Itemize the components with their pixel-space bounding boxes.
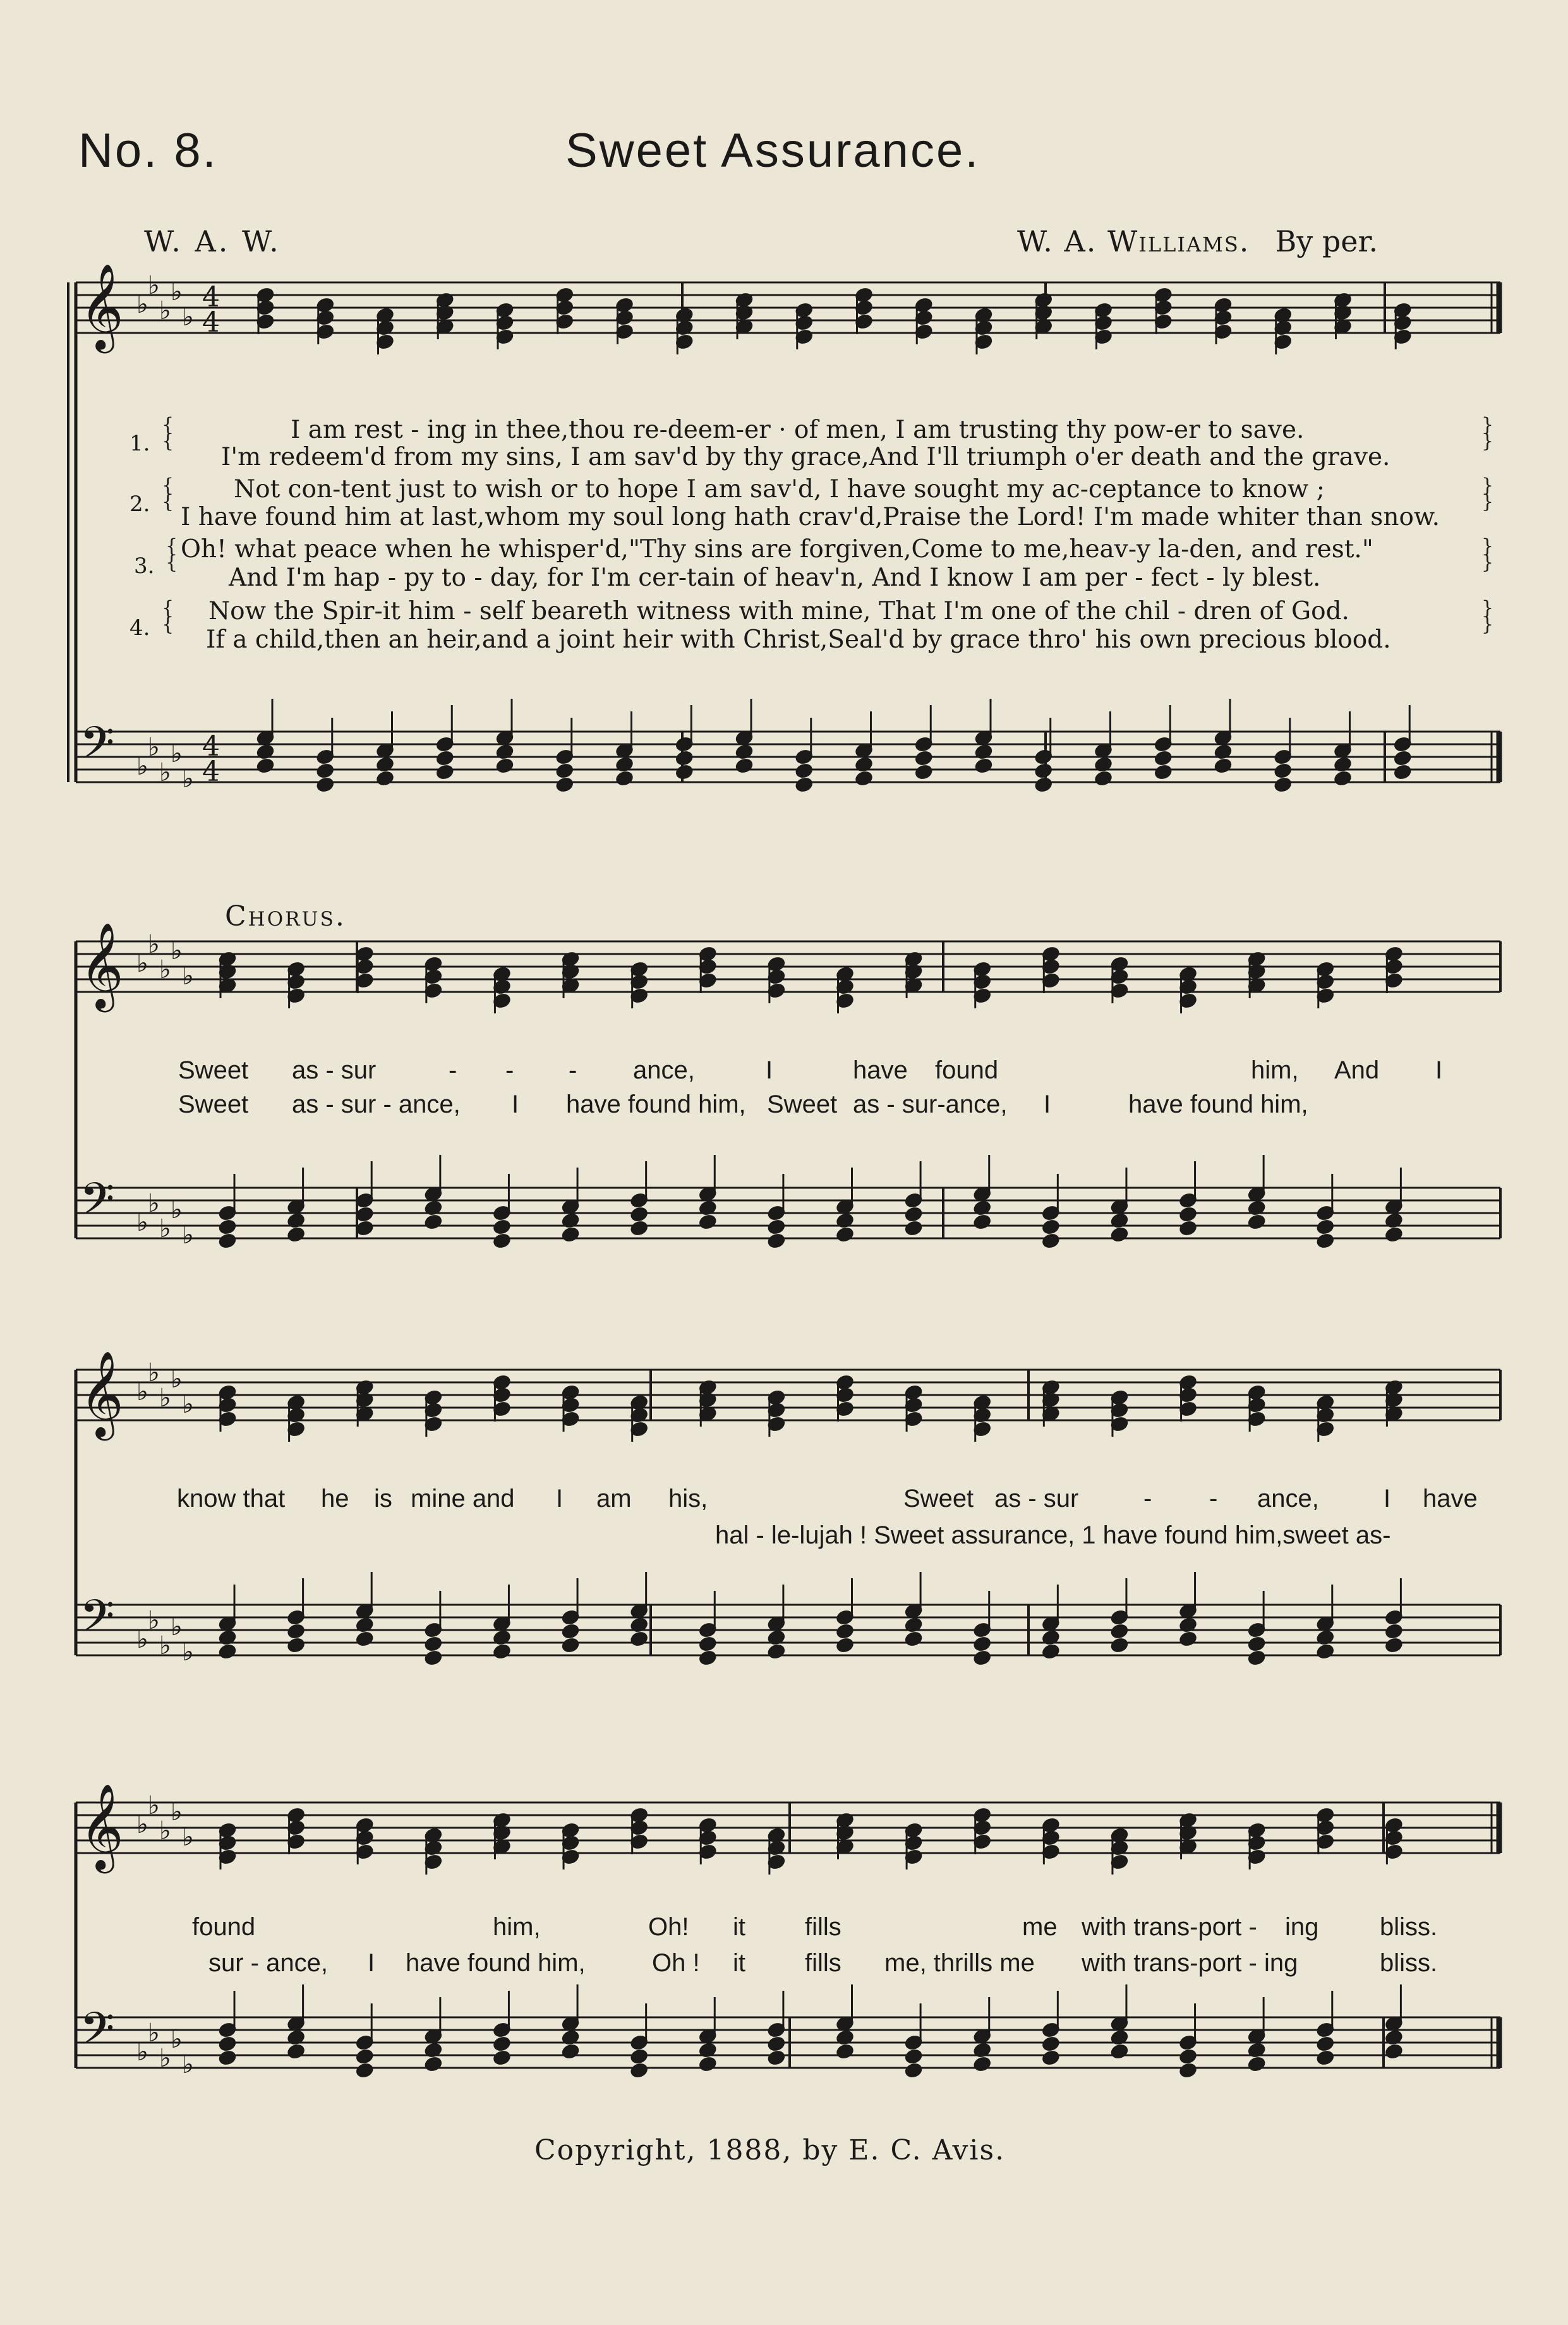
lyric-syllable: I — [556, 1485, 564, 1513]
chorus-label: Chorus. — [225, 900, 346, 933]
lyric-line: hal - le-lujah ! Sweet assurance, 1 have found him,sweet as- — [715, 1521, 1391, 1549]
lyric-syllable: me, thrills me — [884, 1949, 1035, 1977]
flat-icon: ♭ — [159, 758, 171, 787]
note-head — [768, 1643, 786, 1659]
verse-3-line-1: Oh! what peace when he whisper'd,"Thy sins are forgiven,Come to me,heav-y la-den, and rest." — [181, 535, 1373, 564]
note-head — [1316, 2050, 1334, 2065]
bass-clef-icon: 𝄢 — [80, 1173, 115, 1236]
flat-icon: ♭ — [182, 962, 194, 991]
flat-icon: ♭ — [136, 1208, 148, 1237]
lyric-syllable: fills — [805, 1913, 841, 1941]
brace-right-icon: } } — [1481, 597, 1494, 636]
note-head — [699, 1650, 717, 1665]
note-head — [795, 763, 813, 778]
lyric-syllable: - — [505, 1056, 514, 1084]
lyric-syllable: - — [1143, 1485, 1152, 1513]
lyric-syllable: sur - ance, — [208, 1949, 328, 1977]
note-head — [630, 1206, 648, 1222]
note-head — [1179, 1206, 1197, 1222]
note-head — [493, 1233, 511, 1248]
flat-icon: ♭ — [159, 296, 171, 325]
brace-right-icon: } } — [1481, 535, 1494, 574]
note-head — [1042, 2050, 1060, 2065]
lyric-syllable: have found him, — [1128, 1090, 1308, 1118]
note-head — [1385, 1637, 1403, 1653]
time-signature-top: 4 — [202, 730, 220, 763]
note-head — [219, 1219, 237, 1235]
note-head — [1248, 1650, 1266, 1665]
flat-icon: ♭ — [136, 1377, 148, 1406]
flat-icon: ♭ — [148, 1791, 160, 1820]
copyright-notice: Copyright, 1888, by E. C. Avis. — [534, 2134, 1006, 2166]
note-head — [836, 1226, 854, 1242]
lyric-syllable: him, — [1251, 1056, 1299, 1084]
brace-right-icon: } } — [1481, 414, 1494, 452]
lyric-syllable: him, — [493, 1913, 541, 1941]
note-head — [356, 2048, 374, 2064]
note-head — [562, 1637, 580, 1653]
note-head — [376, 770, 394, 786]
note-head — [493, 2036, 511, 2051]
note-head — [1154, 750, 1173, 766]
flat-icon: ♭ — [171, 277, 183, 306]
flat-icon: ♭ — [148, 271, 160, 300]
note-head — [219, 1233, 237, 1248]
note-head — [436, 764, 454, 780]
brace-left-icon: { { — [162, 597, 174, 636]
flat-icon: ♭ — [171, 936, 183, 965]
note-head — [795, 776, 813, 792]
note-head — [424, 1650, 442, 1665]
note-head — [973, 2056, 991, 2072]
lyric-syllable: ing — [1285, 1913, 1319, 1941]
lyric-syllable: Sweet — [178, 1090, 249, 1118]
lyric-syllable: found — [935, 1056, 999, 1084]
lyric-syllable: Oh! — [648, 1913, 689, 1941]
lyric-syllable: bliss. — [1380, 1913, 1438, 1941]
lyric-syllable: I — [512, 1090, 519, 1118]
note-head — [1248, 1214, 1266, 1229]
flat-icon: ♭ — [136, 752, 148, 781]
note-head — [1394, 750, 1412, 766]
verse-4-line-1: Now the Spir-it him - self beareth witness with mine, That I'm one of the chil - dren of God. — [208, 597, 1349, 625]
flat-icon: ♭ — [171, 1195, 183, 1224]
flat-icon: ♭ — [171, 1365, 183, 1394]
note-head — [836, 2043, 854, 2059]
note-head — [735, 758, 754, 773]
note-head — [555, 763, 574, 778]
flat-icon: ♭ — [159, 955, 171, 984]
flat-icon: ♭ — [136, 1625, 148, 1654]
note-head — [562, 1226, 580, 1242]
note-head — [219, 2050, 237, 2065]
note-head — [1316, 1233, 1334, 1248]
note-head — [424, 1636, 442, 1652]
verse-1-line-2: I'm redeem'd from my sins, I am sav'd by thy grace,And I'll triumph o'er death and the grave. — [221, 443, 1390, 471]
note-head — [836, 1637, 854, 1653]
bass-clef-icon: 𝄢 — [80, 717, 115, 780]
note-head — [1394, 764, 1412, 780]
bass-clef-icon: 𝄢 — [80, 1590, 115, 1653]
lyric-syllable: with trans-port - ing — [1082, 1949, 1298, 1977]
treble-clef-icon: 𝄞 — [80, 262, 124, 349]
note-head — [1274, 763, 1292, 778]
note-head — [699, 1636, 717, 1652]
lyric-syllable: it — [733, 1949, 745, 1977]
lyric-syllable: as - sur — [994, 1485, 1079, 1513]
lyric-syllable: have — [853, 1056, 908, 1084]
note-head — [905, 1631, 923, 1646]
note-head — [287, 1637, 305, 1653]
note-head — [675, 750, 694, 766]
lyric-syllable: found — [192, 1913, 256, 1941]
note-head — [1179, 2062, 1197, 2078]
note-head — [1274, 776, 1292, 792]
lyric-syllable: - — [449, 1056, 457, 1084]
lyric-syllable: Sweet — [767, 1090, 838, 1118]
note-head — [1111, 1226, 1129, 1242]
note-head — [973, 1636, 991, 1652]
lyric-syllable: I — [1384, 1485, 1391, 1513]
lyric-syllable: Sweet — [903, 1485, 974, 1513]
flat-icon: ♭ — [182, 2050, 194, 2079]
note-head — [1179, 1220, 1197, 1236]
note-head — [436, 750, 454, 766]
lyric-syllable: Oh ! — [652, 1949, 700, 1977]
note-head — [493, 2050, 511, 2065]
verse-4-line-2: If a child,then an heir,and a joint heir with Christ,Seal'd by grace thro' his own precious blood. — [206, 625, 1391, 654]
lyric-syllable: - — [1209, 1485, 1218, 1513]
note-head — [1214, 758, 1233, 773]
note-head — [973, 1214, 991, 1229]
verse-2-line-1: Not con-tent just to wish or to hope I am sav'd, I have sought my ac-ceptance to know ; — [234, 475, 1325, 504]
flat-icon: ♭ — [148, 733, 160, 762]
lyric-syllable: And — [1334, 1056, 1380, 1084]
flat-icon: ♭ — [136, 1810, 148, 1839]
note-head — [1334, 770, 1352, 786]
lyric-syllable: bliss. — [1380, 1949, 1438, 1977]
lyric-syllable: have found him, — [566, 1090, 746, 1118]
verse-number: 1. — [130, 431, 150, 456]
brace-left-icon: { { — [162, 474, 174, 513]
note-head — [836, 1623, 854, 1639]
note-head — [1034, 776, 1052, 792]
note-head — [256, 758, 275, 773]
note-head — [1316, 1643, 1334, 1659]
flat-icon: ♭ — [171, 1797, 183, 1827]
permission-note: By per. — [1275, 224, 1378, 258]
flat-icon: ♭ — [171, 1612, 183, 1641]
note-head — [630, 2062, 648, 2078]
lyric-syllable: I — [1044, 1090, 1051, 1118]
lyric-syllable: ance, — [633, 1056, 695, 1084]
note-head — [630, 1220, 648, 1236]
lyric-syllable: is — [374, 1485, 392, 1513]
note-head — [768, 1219, 786, 1235]
note-head — [287, 1623, 305, 1639]
note-head — [1034, 763, 1052, 778]
flat-icon: ♭ — [136, 949, 148, 978]
flat-icon: ♭ — [136, 2038, 148, 2067]
note-head — [675, 764, 694, 780]
note-head — [496, 758, 514, 773]
lyric-syllable: I — [368, 1949, 375, 1977]
note-head — [699, 1214, 717, 1229]
note-head — [555, 776, 574, 792]
note-head — [630, 1631, 648, 1646]
note-head — [1042, 1643, 1060, 1659]
lyric-syllable: have — [1423, 1485, 1478, 1513]
note-head — [1094, 770, 1113, 786]
brace-left-icon: { { — [162, 414, 174, 452]
verse-number: 2. — [130, 492, 150, 517]
flat-icon: ♭ — [182, 764, 194, 794]
flat-icon: ♭ — [182, 303, 194, 332]
time-signature-top: 4 — [202, 281, 220, 313]
lyric-syllable: mine and — [411, 1485, 515, 1513]
note-head — [1111, 1637, 1129, 1653]
note-head — [1385, 1623, 1403, 1639]
note-head — [768, 1233, 786, 1248]
note-head — [1316, 2036, 1334, 2051]
lyric-syllable: he — [321, 1485, 349, 1513]
note-head — [356, 1220, 374, 1236]
note-head — [1179, 2048, 1197, 2064]
lyric-syllable: know that — [177, 1485, 286, 1513]
note-head — [1042, 1219, 1060, 1235]
lyric-syllable: with trans-port - — [1082, 1913, 1257, 1941]
flat-icon: ♭ — [159, 1384, 171, 1413]
time-signature-bottom: 4 — [202, 306, 220, 339]
lyric-syllable: fills — [805, 1949, 841, 1977]
verse-number: 4. — [130, 615, 150, 641]
note-head — [219, 1643, 237, 1659]
note-head — [1179, 1631, 1197, 1646]
note-head — [905, 1206, 923, 1222]
flat-icon: ♭ — [148, 1606, 160, 1635]
note-head — [768, 2036, 786, 2051]
lyric-syllable: as - sur — [292, 1056, 377, 1084]
note-head — [424, 2056, 442, 2072]
flat-icon: ♭ — [148, 930, 160, 959]
note-head — [1316, 1219, 1334, 1235]
treble-clef-icon: 𝄞 — [80, 1350, 124, 1437]
treble-clef-icon: 𝄞 — [80, 921, 124, 1008]
note-head — [905, 1220, 923, 1236]
flat-icon: ♭ — [136, 290, 148, 319]
note-head — [287, 1226, 305, 1242]
treble-clef-icon: 𝄞 — [80, 1782, 124, 1869]
lyric-syllable: his, — [668, 1485, 708, 1513]
note-head — [493, 1643, 511, 1659]
note-head — [356, 2062, 374, 2078]
flat-icon: ♭ — [148, 1358, 160, 1387]
verse-number: 3. — [134, 553, 155, 579]
flat-icon: ♭ — [148, 2019, 160, 2048]
note-head — [1385, 2043, 1403, 2059]
note-head — [768, 2050, 786, 2065]
note-head — [1248, 2056, 1266, 2072]
lyricist-credit: W. A. W. — [144, 224, 281, 258]
verse-1-line-1: I am rest - ing in thee,thou re-deem-er · of men, I am trusting thy pow-er to save. — [291, 416, 1305, 444]
verse-2-line-2: I have found him at last,whom my soul long hath crav'd,Praise the Lord! I'm made whiter than snow. — [181, 503, 1440, 531]
flat-icon: ♭ — [159, 2044, 171, 2073]
flat-icon: ♭ — [171, 2025, 183, 2054]
verse-3-line-2: And I'm hap - py to - day, for I'm cer-tain of heav'n, And I know I am per - fect - ly blest. — [229, 564, 1321, 592]
lyric-syllable: Sweet — [178, 1056, 249, 1084]
note-head — [1042, 1233, 1060, 1248]
composer-name: W. A. Williams. — [1017, 224, 1250, 258]
note-head — [493, 1219, 511, 1235]
note-head — [630, 2048, 648, 2064]
note-head — [1248, 1636, 1266, 1652]
note-head — [287, 2043, 305, 2059]
lyric-syllable: have found him, — [406, 1949, 586, 1977]
lyric-syllable: am — [596, 1485, 632, 1513]
flat-icon: ♭ — [159, 1816, 171, 1845]
note-head — [562, 2043, 580, 2059]
lyric-syllable: me — [1022, 1913, 1058, 1941]
lyric-syllable: as - sur-ance, — [853, 1090, 1008, 1118]
note-head — [915, 764, 933, 780]
note-head — [1154, 764, 1173, 780]
brace-left-icon: { { — [166, 535, 178, 574]
note-head — [855, 770, 873, 786]
note-head — [1111, 1623, 1129, 1639]
note-head — [699, 2056, 717, 2072]
flat-icon: ♭ — [182, 1221, 194, 1250]
note-head — [1042, 2036, 1060, 2051]
brace-right-icon: } } — [1481, 474, 1494, 513]
lyric-syllable: ance, — [1257, 1485, 1319, 1513]
flat-icon: ♭ — [159, 1214, 171, 1243]
time-signature-bottom: 4 — [202, 756, 220, 788]
note-head — [316, 763, 334, 778]
flat-icon: ♭ — [159, 1631, 171, 1660]
lyric-syllable: I — [766, 1056, 773, 1084]
note-head — [356, 1206, 374, 1222]
note-head — [424, 1214, 442, 1229]
note-head — [1385, 1226, 1403, 1242]
lyric-syllable: it — [733, 1913, 745, 1941]
lyric-syllable: as - sur - ance, — [292, 1090, 461, 1118]
note-head — [975, 758, 993, 773]
note-head — [562, 1623, 580, 1639]
flat-icon: ♭ — [182, 1638, 194, 1667]
hymn-number: No. 8. — [78, 124, 218, 178]
note-head — [915, 750, 933, 766]
lyric-syllable: I — [1435, 1056, 1443, 1084]
note-head — [316, 776, 334, 792]
flat-icon: ♭ — [171, 739, 183, 768]
bass-clef-icon: 𝄢 — [80, 2003, 115, 2066]
flat-icon: ♭ — [148, 1189, 160, 1218]
note-head — [905, 2048, 923, 2064]
hymn-title: Sweet Assurance. — [565, 124, 980, 178]
note-head — [219, 2036, 237, 2051]
note-head — [356, 1631, 374, 1646]
note-head — [905, 2062, 923, 2078]
lyric-syllable: - — [569, 1056, 577, 1084]
note-head — [973, 1650, 991, 1665]
note-head — [615, 770, 634, 786]
note-head — [1111, 2043, 1129, 2059]
flat-icon: ♭ — [182, 1390, 194, 1419]
flat-icon: ♭ — [182, 1823, 194, 1852]
